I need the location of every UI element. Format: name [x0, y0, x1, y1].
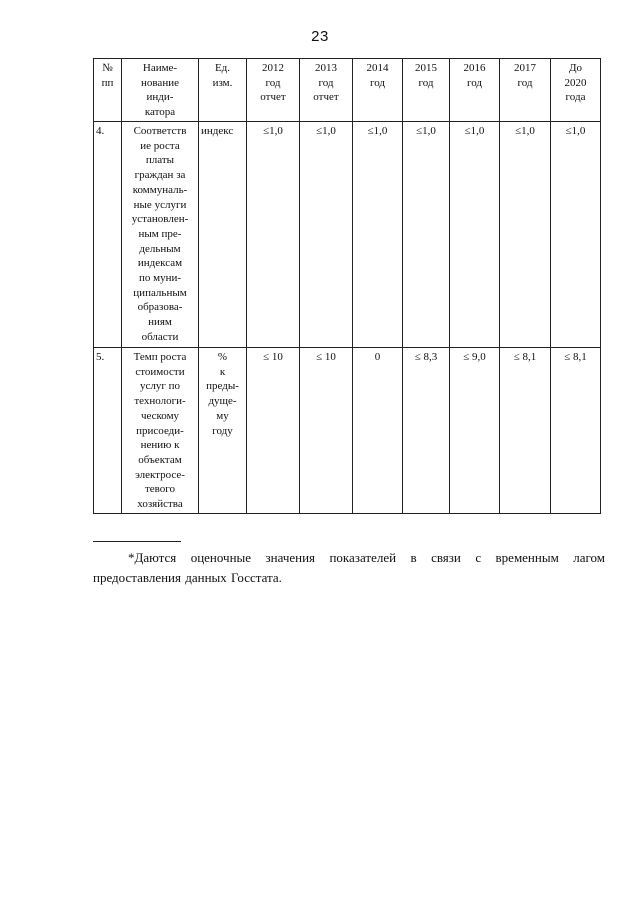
value-cell-2017: ≤1,0 [500, 122, 551, 348]
value-cell-2014: ≤1,0 [353, 122, 403, 348]
header-cell-2020: До 2020 года [551, 59, 601, 122]
value-cell-2017: ≤ 8,1 [500, 348, 551, 514]
unit-cell: индекс [199, 122, 247, 348]
header-cell-indicator-name: Наиме- нование инди- катора [122, 59, 199, 122]
table-row [94, 122, 601, 348]
value-cell-2012: ≤ 10 [247, 348, 300, 514]
header-cell-number: № пп [94, 59, 122, 122]
value-cell-2013: ≤ 10 [300, 348, 353, 514]
table-row [94, 348, 601, 514]
row-number: 4. [94, 122, 122, 348]
footnote-divider [93, 541, 181, 542]
table-header-row [94, 59, 601, 122]
header-cell-2013: 2013 год отчет [300, 59, 353, 122]
header-cell-2017: 2017 год [500, 59, 551, 122]
value-cell-2020: ≤ 8,1 [551, 348, 601, 514]
indicator-name: Темп роста стоимости услуг по технологи- ческому присоеди- нению к объектам электросе- тевого хозяйства [122, 348, 199, 514]
value-cell-2015: ≤ 8,3 [403, 348, 450, 514]
indicators-table [93, 58, 601, 514]
value-cell-2013: ≤1,0 [300, 122, 353, 348]
value-cell-2015: ≤1,0 [403, 122, 450, 348]
indicator-name: Соответств ие роста платы граждан за коммуналь- ные услуги установлен- ным пре- дельным индексам по муни- ципальным образова- ниям области [122, 122, 199, 348]
header-cell-2014: 2014 год [353, 59, 403, 122]
footnote-text: *Даются оценочные значения показателей в связи с временным лагом предоставления данных Госстата. [93, 550, 605, 585]
value-cell-2020: ≤1,0 [551, 122, 601, 348]
row-number: 5. [94, 348, 122, 514]
value-cell-2016: ≤ 9,0 [450, 348, 500, 514]
unit-cell: % к преды- дуще- му году [199, 348, 247, 514]
value-cell-2016: ≤1,0 [450, 122, 500, 348]
value-cell-2014: 0 [353, 348, 403, 514]
page-number: 23 [311, 28, 329, 45]
header-cell-unit: Ед. изм. [199, 59, 247, 122]
header-cell-2012: 2012 год отчет [247, 59, 300, 122]
header-cell-2015: 2015 год [403, 59, 450, 122]
value-cell-2012: ≤1,0 [247, 122, 300, 348]
header-cell-2016: 2016 год [450, 59, 500, 122]
